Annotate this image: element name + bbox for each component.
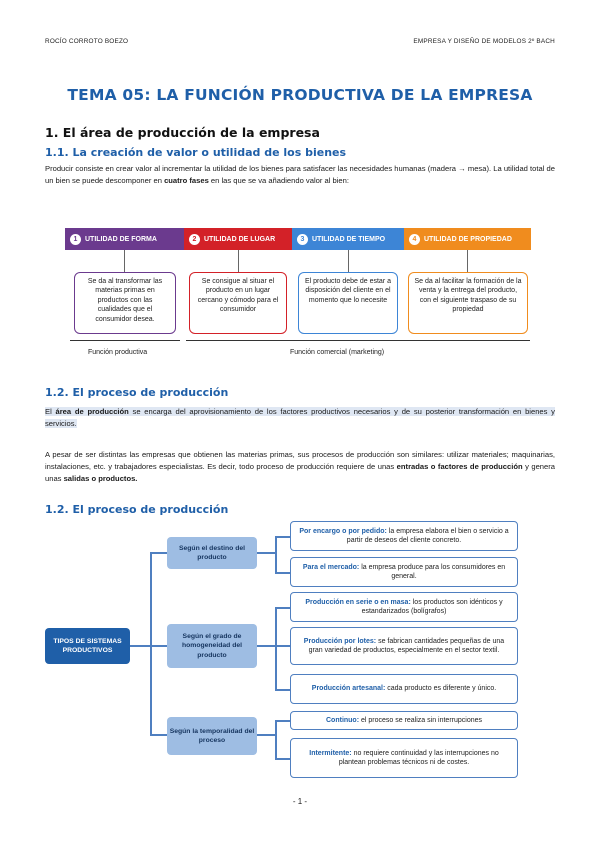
section-heading-1: 1. El área de producción de la empresa xyxy=(45,125,320,140)
leaf-intermittent-key: Intermitente: xyxy=(309,749,352,757)
branch-1-connector xyxy=(150,552,167,554)
phase-4-header xyxy=(404,228,531,250)
leaf-mass-production xyxy=(290,592,518,622)
phase-2-label: UTILIDAD DE LUGAR xyxy=(204,235,276,243)
leaf-3-2-connector xyxy=(275,758,290,760)
leaf-continuous xyxy=(290,711,518,730)
leaf-craft-production xyxy=(290,674,518,704)
page-title: TEMA 05: LA FUNCIÓN PRODUCTIVA DE LA EMPRESA xyxy=(67,86,533,104)
leaf-craft-production-text xyxy=(312,684,496,693)
phase-1-label: UTILIDAD DE FORMA xyxy=(85,235,157,243)
phase-3-label: UTILIDAD DE TIEMPO xyxy=(312,235,386,243)
page-number: - 1 - xyxy=(292,797,308,806)
intro-bold: cuatro fases xyxy=(164,176,209,186)
branch-2-trunk xyxy=(275,607,277,689)
leaf-mass-production-text xyxy=(296,598,512,617)
leaf-2-1-connector xyxy=(275,607,290,609)
sub-heading-1-2-repeat: 1.2. El proceso de producción xyxy=(45,503,229,516)
phase-1-number: 1 xyxy=(70,234,81,245)
p2-bold-2: salidas o productos. xyxy=(63,474,138,484)
phase-3-header xyxy=(292,228,404,250)
p2-text-mid: y genera unas xyxy=(45,462,555,484)
leaf-intermittent-desc: no requiere continuidad y las interrupciones no plantean problemas técnicos ni de costes. xyxy=(338,749,499,766)
branch-1-out xyxy=(257,552,275,554)
leaf-craft-production-key: Producción artesanal: xyxy=(311,685,386,693)
leaf-3-1-connector xyxy=(275,720,290,722)
phase-2-connector xyxy=(238,250,239,272)
branch-destination-node: Según el destino del producto xyxy=(167,537,257,569)
leaf-continuous-text xyxy=(326,716,482,725)
leaf-by-order-desc: la empresa elabora el bien o servicio a partir de deseos del cliente concreto. xyxy=(346,527,509,544)
production-area-paragraph xyxy=(45,406,555,430)
phase-2-header xyxy=(184,228,292,250)
phase-1-description: Se da al transformar las materias primas en productos con las cualidades que el consumidor desea. xyxy=(74,272,176,334)
branch-3-out xyxy=(257,734,275,736)
leaf-mass-production-key: Producción en serie o en masa: xyxy=(305,598,411,606)
intro-text-a: Producir consiste en crear valor al incrementar la utilidad de los bienes para satisfacer las necesidades humanas (madera → mesa). La utilidad total de un bien se puede descomponer en xyxy=(45,164,555,186)
productive-function-label: Función productiva xyxy=(88,349,148,356)
phase-4-description: Se da al facilitar la formación de la venta y la entrega del producto, con el siguiente traspaso de su propiedad xyxy=(408,272,528,334)
phase-4-connector xyxy=(467,250,468,272)
leaf-batch-production-text xyxy=(296,637,512,656)
phase-2-number: 2 xyxy=(189,234,200,245)
leaf-1-1-connector xyxy=(275,536,290,538)
leaf-2-2-connector xyxy=(275,645,290,647)
phase-4-label: UTILIDAD DE PROPIEDAD xyxy=(424,235,512,243)
root-connector xyxy=(130,645,150,647)
p1-text-a: El xyxy=(45,407,56,416)
commercial-function-label: Función comercial (marketing) xyxy=(290,349,385,356)
branch-homogeneity-node: Según el grado de homogeneidad del producto xyxy=(167,624,257,668)
p1-text-b: se encarga del aprovisionamiento de los factores productivos necesarios y de su posterior transformación en bienes y servicios. xyxy=(45,407,555,429)
commercial-function-line xyxy=(186,340,530,341)
leaf-mass-production-desc: los productos son idénticos y estandarizados (bolígrafos) xyxy=(361,598,503,615)
p2-bold-1: entradas o factores de producción xyxy=(396,462,523,472)
leaf-continuous-desc: el proceso se realiza sin interrupciones xyxy=(359,716,482,724)
sub-heading-1-2: 1.2. El proceso de producción xyxy=(45,386,229,399)
leaf-continuous-key: Continuo: xyxy=(326,716,360,724)
production-process-paragraph xyxy=(45,449,555,486)
phase-1-connector xyxy=(124,250,125,272)
phase-3-connector xyxy=(348,250,349,272)
branch-1-trunk xyxy=(275,536,277,572)
leaf-intermittent xyxy=(290,738,518,778)
leaf-1-2-connector xyxy=(275,572,290,574)
leaf-for-market-text xyxy=(296,563,512,582)
leaf-batch-production xyxy=(290,627,518,665)
leaf-by-order xyxy=(290,521,518,551)
leaf-intermittent-text xyxy=(296,749,512,768)
phase-2-description: Se consigue al situar el producto en un lugar cercano y cómodo para el consumidor xyxy=(189,272,287,334)
header-author: ROCÍO CORROTO BOEZO xyxy=(45,38,129,45)
branch-temporality-node: Según la temporalidad del proceso xyxy=(167,717,257,755)
branch-3-connector xyxy=(150,734,167,736)
phase-3-number: 3 xyxy=(297,234,308,245)
branch-3-trunk xyxy=(275,720,277,758)
leaf-batch-production-key: Producción por lotes: xyxy=(303,637,377,645)
branch-2-connector xyxy=(150,645,167,647)
leaf-by-order-key: Por encargo o por pedido: xyxy=(299,527,387,535)
leaf-for-market-key: Para el mercado: xyxy=(302,563,360,571)
intro-paragraph xyxy=(45,163,555,187)
leaf-batch-production-desc: se fabrican cantidades pequeñas de una gran variedad de productos, especialmente en el sector textil. xyxy=(308,637,505,654)
leaf-by-order-text xyxy=(296,527,512,546)
leaf-for-market xyxy=(290,557,518,587)
p2-text-a: A pesar de ser distintas las empresas que obtienen las materias primas, sus procesos de producción son similares: utilizar materiales; maquinarias, instalaciones, etc. y trabajadores especialistas. Es decir, todo proceso de producción requiere de unas xyxy=(45,450,555,472)
root-trunk xyxy=(150,552,152,734)
phase-1-header xyxy=(65,228,184,250)
header-course: EMPRESA Y DISEÑO DE MODELOS 2º BACH xyxy=(413,38,555,45)
phase-4-number: 4 xyxy=(409,234,420,245)
leaf-2-3-connector xyxy=(275,689,290,691)
productive-function-line xyxy=(70,340,180,341)
branch-2-out xyxy=(257,645,275,647)
sub-heading-1-1: 1.1. La creación de valor o utilidad de los bienes xyxy=(45,146,347,159)
phase-3-description: El producto debe de estar a disposición del cliente en el momento que lo necesite xyxy=(298,272,398,334)
intro-text-b: en las que se va añadiendo valor al bien: xyxy=(208,176,349,186)
leaf-craft-production-desc: cada producto es diferente y único. xyxy=(385,685,497,693)
p1-bold: área de producción xyxy=(55,407,129,416)
leaf-for-market-desc: la empresa produce para los consumidores en general. xyxy=(359,563,506,580)
tree-root-node: TIPOS DE SISTEMAS PRODUCTIVOS xyxy=(45,628,130,664)
